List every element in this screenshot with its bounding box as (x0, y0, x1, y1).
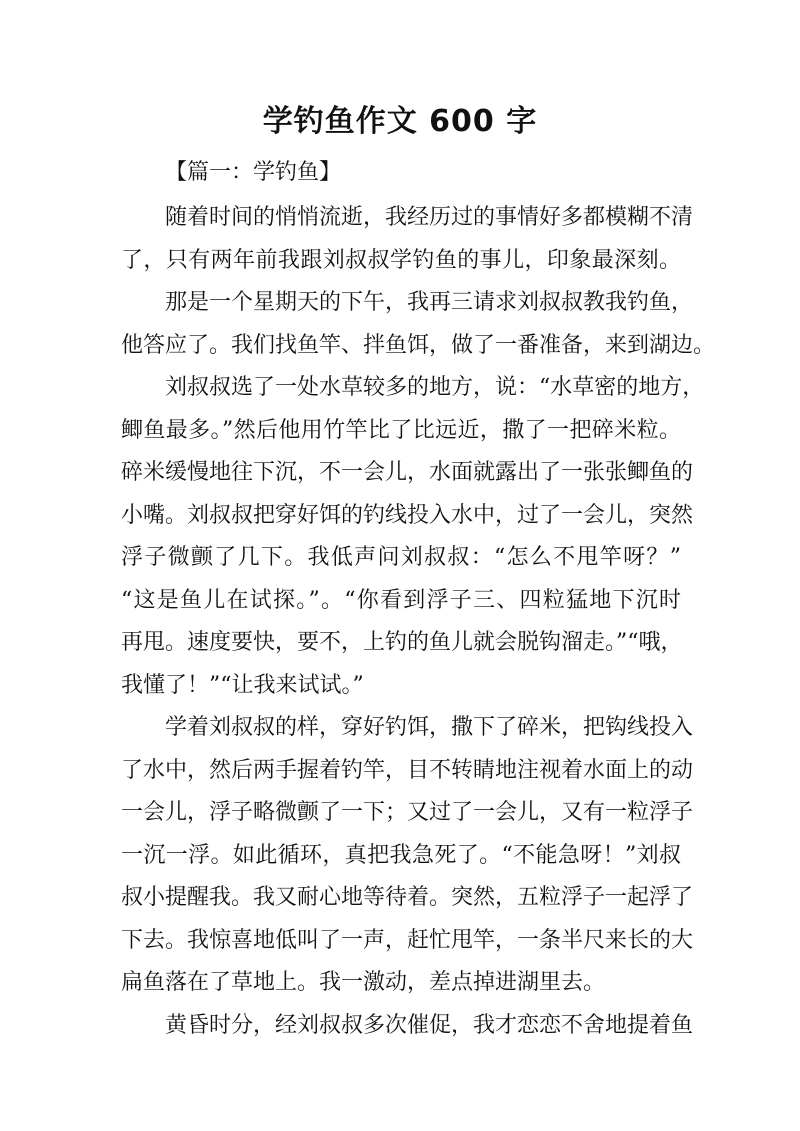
text-line: 扁鱼落在了草地上。我一激动，差点掉进湖里去。 (121, 970, 606, 995)
text-line: 学着刘叔叔的样，穿好钓饵，撒下了碎米，把钩线投入 (165, 715, 694, 740)
text-line: 下去。我惊喜地低叫了一声，赶忙甩竿，一条半尺来长的大 (121, 928, 694, 953)
text-line: 我懂了！”“让我来试试。” (121, 673, 364, 698)
text-line: 那是一个星期天的下午，我再三请求刘叔叔教我钓鱼， (165, 290, 694, 315)
document-title: 学钓鱼作文 600 字 (262, 104, 538, 139)
text-line: “这是鱼儿在试探。”。“你看到浮子三、四粒猛地下沉时 (121, 588, 681, 613)
text-line: 小嘴。刘叔叔把穿好饵的钓线投入水中，过了一会儿，突然 (121, 503, 694, 528)
text-line: 叔小提醒我。我又耐心地等待着。突然，五粒浮子一起浮了 (121, 885, 694, 910)
section-heading: 【篇一：学钓鱼】 (165, 160, 342, 185)
text-line: 随着时间的悄悄流逝，我经历过的事情好多都模糊不清 (165, 205, 694, 230)
text-line: 刘叔叔选了一处水草较多的地方，说：“水草密的地方， (165, 375, 705, 400)
text-line: 浮子微颤了几下。我低声问刘叔叔：“怎么不甩竿呀？” (121, 545, 681, 570)
text-line: 再甩。速度要快，要不，上钓的鱼儿就会脱钩溜走。”“哦， (121, 630, 683, 655)
text-line: 黄昏时分，经刘叔叔多次催促，我才恋恋不舍地提着鱼 (165, 1013, 694, 1038)
text-line: 他答应了。我们找鱼竿、拌鱼饵，做了一番准备，来到湖边。 (121, 333, 716, 358)
text-line: 了水中，然后两手握着钓竿，目不转睛地注视着水面上的动 (121, 758, 694, 783)
text-line: 一沉一浮。如此循环，真把我急死了。“不能急呀！”刘叔 (121, 843, 681, 868)
text-line: 碎米缓慢地往下沉，不一会儿，水面就露出了一张张鲫鱼的 (121, 460, 694, 485)
text-line: 鲫鱼最多。”然后他用竹竿比了比远近，撒了一把碎米粒。 (121, 418, 681, 443)
text-line: 了，只有两年前我跟刘叔叔学钓鱼的事儿，印象最深刻。 (121, 248, 681, 273)
text-line: 一会儿，浮子略微颤了一下；又过了一会儿，又有一粒浮子 (121, 800, 694, 825)
